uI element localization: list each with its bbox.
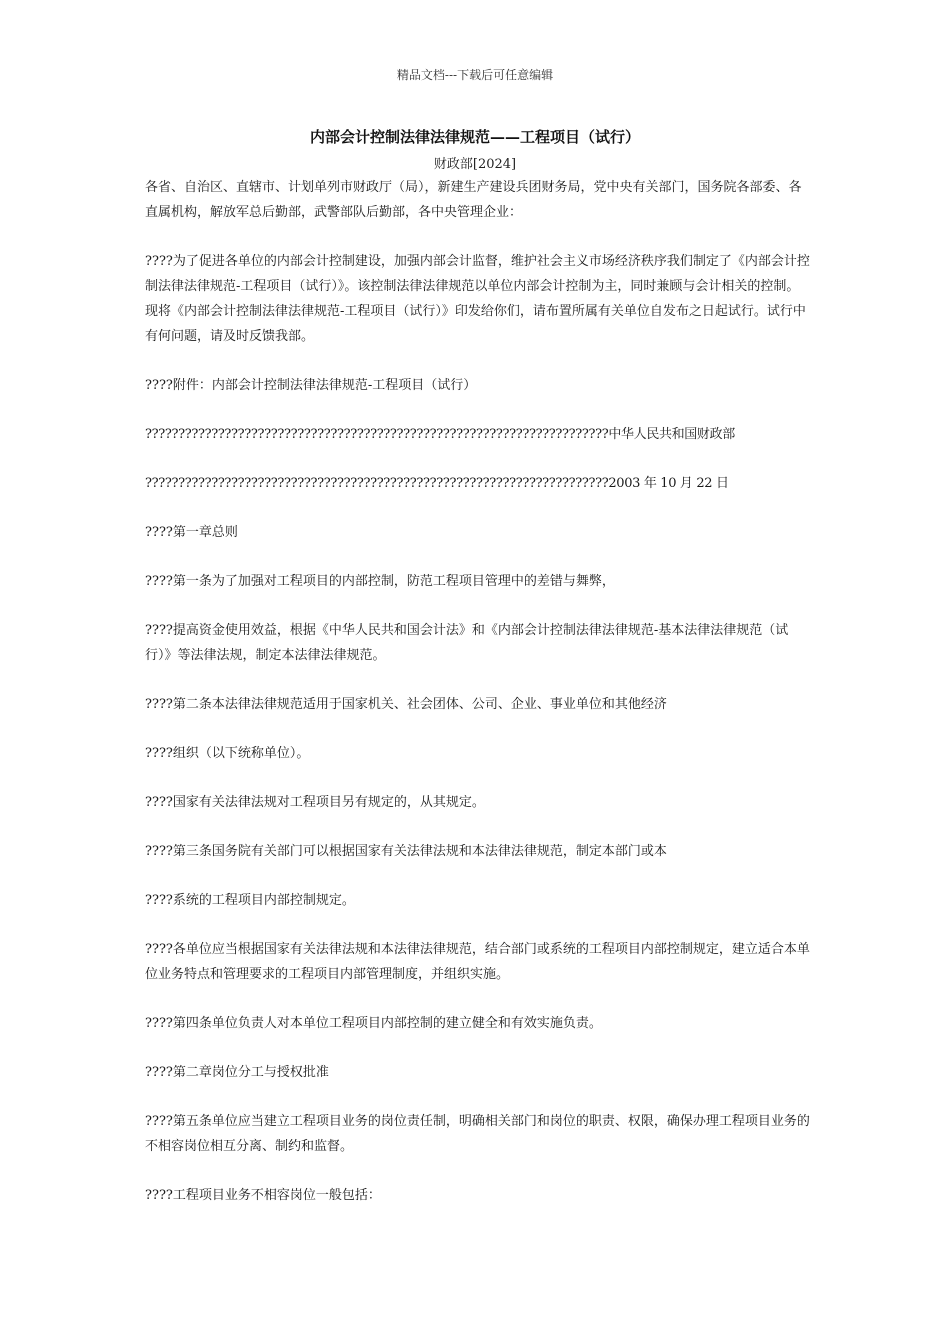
paragraph-attachment: ????附件：内部会计控制法律法律规范-工程项目（试行） (145, 378, 477, 393)
document-issuer: 财政部[2024] (433, 157, 517, 172)
document-body (145, 175, 810, 1232)
header-note: 精品文档---下载后可任意编辑 (396, 68, 554, 82)
paragraph-article-1-cont: ????提高资金使用效益，根据《中华人民共和国会计法》和《内部会计控制法律法律规范-基本法律法律规范（试行）》等法律法规，制定本法律法律规范。 (145, 623, 789, 663)
paragraph-article-3-cont: ????系统的工程项目内部控制规定。 (145, 893, 355, 908)
paragraph-signature-date: ??????????????????????????????????????????????????????????????????????2003 年 10 月 22 日 (145, 476, 729, 491)
paragraph-addressees: 各省、自治区、直辖市、计划单列市财政厅（局），新建生产建设兵团财务局，党中央有关部门，国务院各部委、各直属机构，解放军总后勤部，武警部队后勤部，各中央管理企业： (145, 180, 802, 220)
document-title: 内部会计控制法律法律规范——工程项目（试行） (309, 128, 640, 146)
paragraph-article-2-note: ????国家有关法律法规对工程项目另有规定的，从其规定。 (145, 795, 485, 810)
paragraph-article-2: ????第二条本法律法律规范适用于国家机关、社会团体、公司、企业、事业单位和其他经济 (145, 697, 667, 712)
paragraph-chapter-2: ????第二章岗位分工与授权批准 (145, 1065, 329, 1080)
paragraph-article-1: ????第一条为了加强对工程项目的内部控制，防范工程项目管理中的差错与舞弊， (145, 574, 615, 589)
paragraph-intro: ????为了促进各单位的内部会计控制建设，加强内部会计监督，维护社会主义市场经济秩序我们制定了《内部会计控制法律法律规范-工程项目（试行）》。该控制法律法律规范以单位内部会计控制为主，同时兼顾与会计相关的控制。现将《内部会计控制法律法律规范-工程项目（试行）》印发给你们，请布置所属有关单位自发布之日起试行。试行中有何问题，请及时反馈我部。 (145, 254, 810, 344)
paragraph-article-3: ????第三条国务院有关部门可以根据国家有关法律法规和本法律法律规范，制定本部门或本 (145, 844, 667, 859)
paragraph-article-5-list-intro: ????工程项目业务不相容岗位一般包括： (145, 1188, 381, 1203)
paragraph-signature-org: ??????????????????????????????????????????????????????????????????????中华人民共和国财政部 (145, 427, 735, 442)
paragraph-chapter-1: ????第一章总则 (145, 525, 238, 540)
paragraph-article-5: ????第五条单位应当建立工程项目业务的岗位责任制，明确相关部门和岗位的职责、权限，确保办理工程项目业务的不相容岗位相互分离、制约和监督。 (145, 1114, 810, 1154)
paragraph-article-3-detail: ????各单位应当根据国家有关法律法规和本法律法律规范，结合部门或系统的工程项目内部控制规定，建立适合本单位业务特点和管理要求的工程项目内部管理制度，并组织实施。 (145, 942, 810, 982)
paragraph-article-2-cont: ????组织（以下统称单位）。 (145, 746, 310, 761)
paragraph-article-4: ????第四条单位负责人对本单位工程项目内部控制的建立健全和有效实施负责。 (145, 1016, 602, 1031)
